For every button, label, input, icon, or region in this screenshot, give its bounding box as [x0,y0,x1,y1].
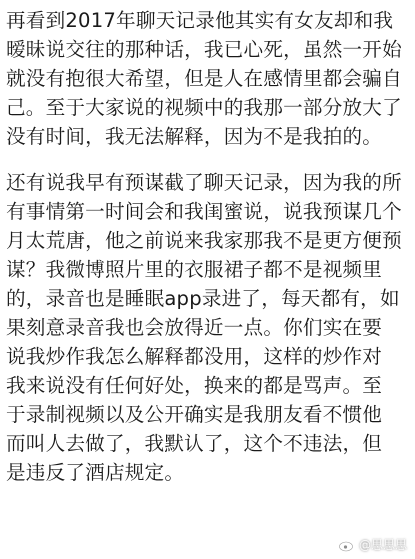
text-line: 于录制视频以及公开确实是我朋友看不惯他 [6,403,383,426]
text-line: 是违反了酒店规定。 [6,461,185,484]
text-line: 暧昧说交往的那种话，我已心死，虽然一开始 [6,38,402,61]
text-line: 有事情第一时间会和我闺蜜说，说我预谋几个 [6,200,402,223]
text-line: 月太荒唐，他之前说来我家那我不是更方便预 [6,229,402,252]
text-line: 就没有抱很大希望，但是人在感情里都会骗自 [6,67,402,90]
text-line: 再看到2017年聊天记录他其实有女友却和我 [6,9,394,32]
paragraph-2 [6,168,411,487]
text-line: 我来说没有任何好处，换来的都是骂声。至 [6,374,383,397]
text-line: 没有时间，我无法解释，因为不是我拍的。 [6,125,383,148]
post-text [6,6,411,487]
weibo-logo-icon [339,538,355,552]
text-line: 谋？我微博照片里的衣服裙子都不是视频里 [6,258,383,281]
text-line: 的，录音也是睡眠app录进了，每天都有，如 [6,287,400,310]
weibo-watermark [339,536,407,553]
text-line: 还有说我早有预谋截了聊天记录，因为我的所 [6,171,402,194]
watermark-handle: @思思思 [358,538,407,552]
text-line: 而叫人去做了，我默认了，这个不违法，但 [6,432,383,455]
text-line: 己。至于大家说的视频中的我那一部分放大了 [6,96,402,119]
paragraph-spacer [6,151,411,168]
paragraph-1 [6,6,411,151]
text-line: 说我炒作我怎么解释都没用，这样的炒作对 [6,345,383,368]
text-line: 果刻意录音我也会放得近一点。你们实在要 [6,316,383,339]
